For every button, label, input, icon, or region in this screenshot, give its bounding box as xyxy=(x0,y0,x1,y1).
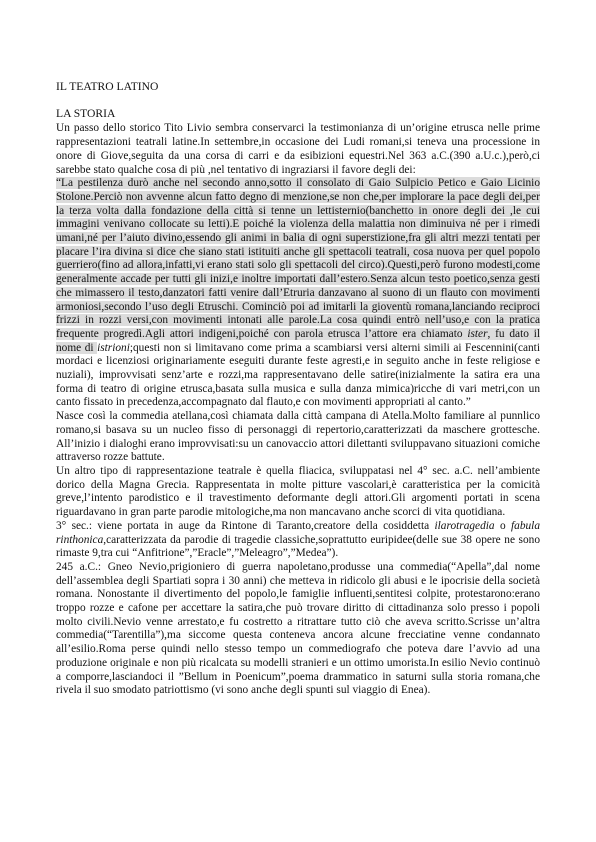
term-ilarotragedia: ilarotragedia xyxy=(434,519,495,532)
fliacica-paragraph: Un altro tipo di rappresentazione teatrale è quella fliacica, sviluppatasi nel 4° sec. a.C. nell’ambiente dorico della Magna Grecia. Rappresentata in molte pitture vascolari,è caratteristica per la comicità greve,l’intento parodistico e il travestimento deformante degli attori.Gli argomenti portati in scena riguardavano in gran parte parodie mitologiche,ma non mancavano anche scorci di vita quotidiana. xyxy=(56,464,540,519)
page-title: IL TEATRO LATINO xyxy=(56,80,159,93)
quote-text-mid: , fu dato il nome di xyxy=(56,327,540,354)
section-heading: LA STORIA xyxy=(56,106,116,120)
term-fabula-rinthonica: fabula rinthonica xyxy=(56,519,540,546)
quote-text-end: ;questi non si limitavano come prima a scambiarsi versi alterni simili ai Fescennini(canti mordaci e licenziosi originariamente eseguiti durante feste agresti,e in seguito anche in feste religiose e nuziali), improvvisati senz’arte e rozzi,ma rappresentavano delle satire(inizialmente la satira era una forma di teatro di origine etrusca,basata sulla musica e sulla danza mimica)ricche di vari metri,con un canto fissato in precedenza,accompagnato dal flauto,e con movimenti appropriati al canto.” xyxy=(56,341,540,409)
rintone-conj: o xyxy=(494,519,511,532)
rintone-text: 3° sec.: viene portata in auge da Rintone di Taranto,creatore della cosiddetta xyxy=(56,519,435,532)
rintone-paragraph xyxy=(56,520,540,561)
livy-quote-paragraph xyxy=(56,177,540,410)
quote-term-istrioni: istrioni xyxy=(97,341,130,354)
nevio-paragraph: 245 a.C.: Gneo Nevio,prigioniero di guerra napoletano,produsse una commedia(“Apella”,dal nome dell’assemblea degli Spartiati sopra i 30 anni) che metteva in ridicolo gli abusi e le ipocrisie della società romana. Nonostante il divertimento del popolo,le famiglie influenti,sentitesi colpite, protestarono:erano troppo rozze e cafone per accettare la satira,che può trovare diritto di cittadinanza solo presso i popoli molto civili.Nevio venne arrestato,e fu costretto a ritrattare tutto ciò che aveva scritto.Scrisse un’altra commedia(“Tarentilla”),ma siccome questa conteneva ancora alcune frecciatine venne condannato all’esilio.Roma perse quindi nello stesso tempo un commediografo che poteva dare l’avvio ad una produzione originale e non più ricalcata su modelli stranieri e un ottimo umorista.In esilio Nevio continuò a comporre,lasciandoci il ”Bellum in Poenicum”,poema drammatico in saturni sulla storia romana,che rivela il suo smodato patriottismo (vi sono anche degli spunti sul viaggio di Enea). xyxy=(56,560,540,697)
intro-paragraph: Un passo dello storico Tito Livio sembra conservarci la testimonianza di un’origine etrusca nelle prime rappresentazioni teatrali latine.In settembre,in occasione dei Ludi romani,si teneva una processione in onore di Giove,seguita da una corsa di carri e da esibizioni equestri.Nel 363 a.C.(390 a.U.c.),però,ci sarebbe stato qualche cosa di più ,nel tentativo di ingraziarsi il favore degli dei: xyxy=(56,122,540,176)
quote-text: “La pestilenza durò anche nel secondo anno,sotto il consolato di Gaio Sulpicio Petico e Gaio Licinio Stolone.Perciò non avvenne alcun fatto degno di menzione,se non che,per implorare la pace degli dei,per la terza volta dalla fondazione della città si tenne un lettisternio(banchetto in onore degli dei ,le cui immagini venivano collocate su letti).E poiché la violenza della malattia non diminuiva né per i rimedi umani,né per l’aiuto divino,essendo gli animi in balia di ogni superstizione,fra gli altri mezzi tentati per placare l’ira divina si dice che siano stati istituiti anche gli spettacoli teatrali, cosa nuova per quel popolo guerriero(fino ad allora,infatti,vi erano stati solo gli spettacoli del circo).Questi,però furono modesti,come generalmente accade per tutti gli inizi,e inoltre importati dall’estero.Senza alcun testo poetico,senza gesti che mimassero il testo,danzatori fatti venire dall’Etruria danzavano al suono di un flauto con movimenti armoniosi,secondo l’uso degli Etruschi. Cominciò poi ad imitarli la gioventù romana,lanciando reciproci frizzi in rozzi versi,con movimenti intonati alle parole.La cosa quindi entrò nell’uso,e con la pratica frequente progredì.Agli attori indigeni,poiché con parola etrusca l’attore era chiamato xyxy=(56,177,540,340)
rintone-text-end: ,caratterizzata da parodie di tragedie classiche,soprattutto euripidee(delle sue 38 opere ne sono rimaste 9,tra cui “Anfitrione”,”Eracle”,”Meleagro”,”Medea”). xyxy=(56,533,540,560)
quote-term-ister: ister xyxy=(467,327,488,340)
atellana-paragraph: Nasce così la commedia atellana,così chiamata dalla città campana di Atella.Molto familiare al punnlico romano,si basava su un nucleo fisso di personaggi di repertorio,caratterizzati da maschere grottesche. All’inizio i dialoghi erano improvvisati:su un canovaccio attori dilettanti sviluppavano situazioni comiche attraverso rozze battute. xyxy=(56,410,540,464)
document-page xyxy=(56,80,540,698)
